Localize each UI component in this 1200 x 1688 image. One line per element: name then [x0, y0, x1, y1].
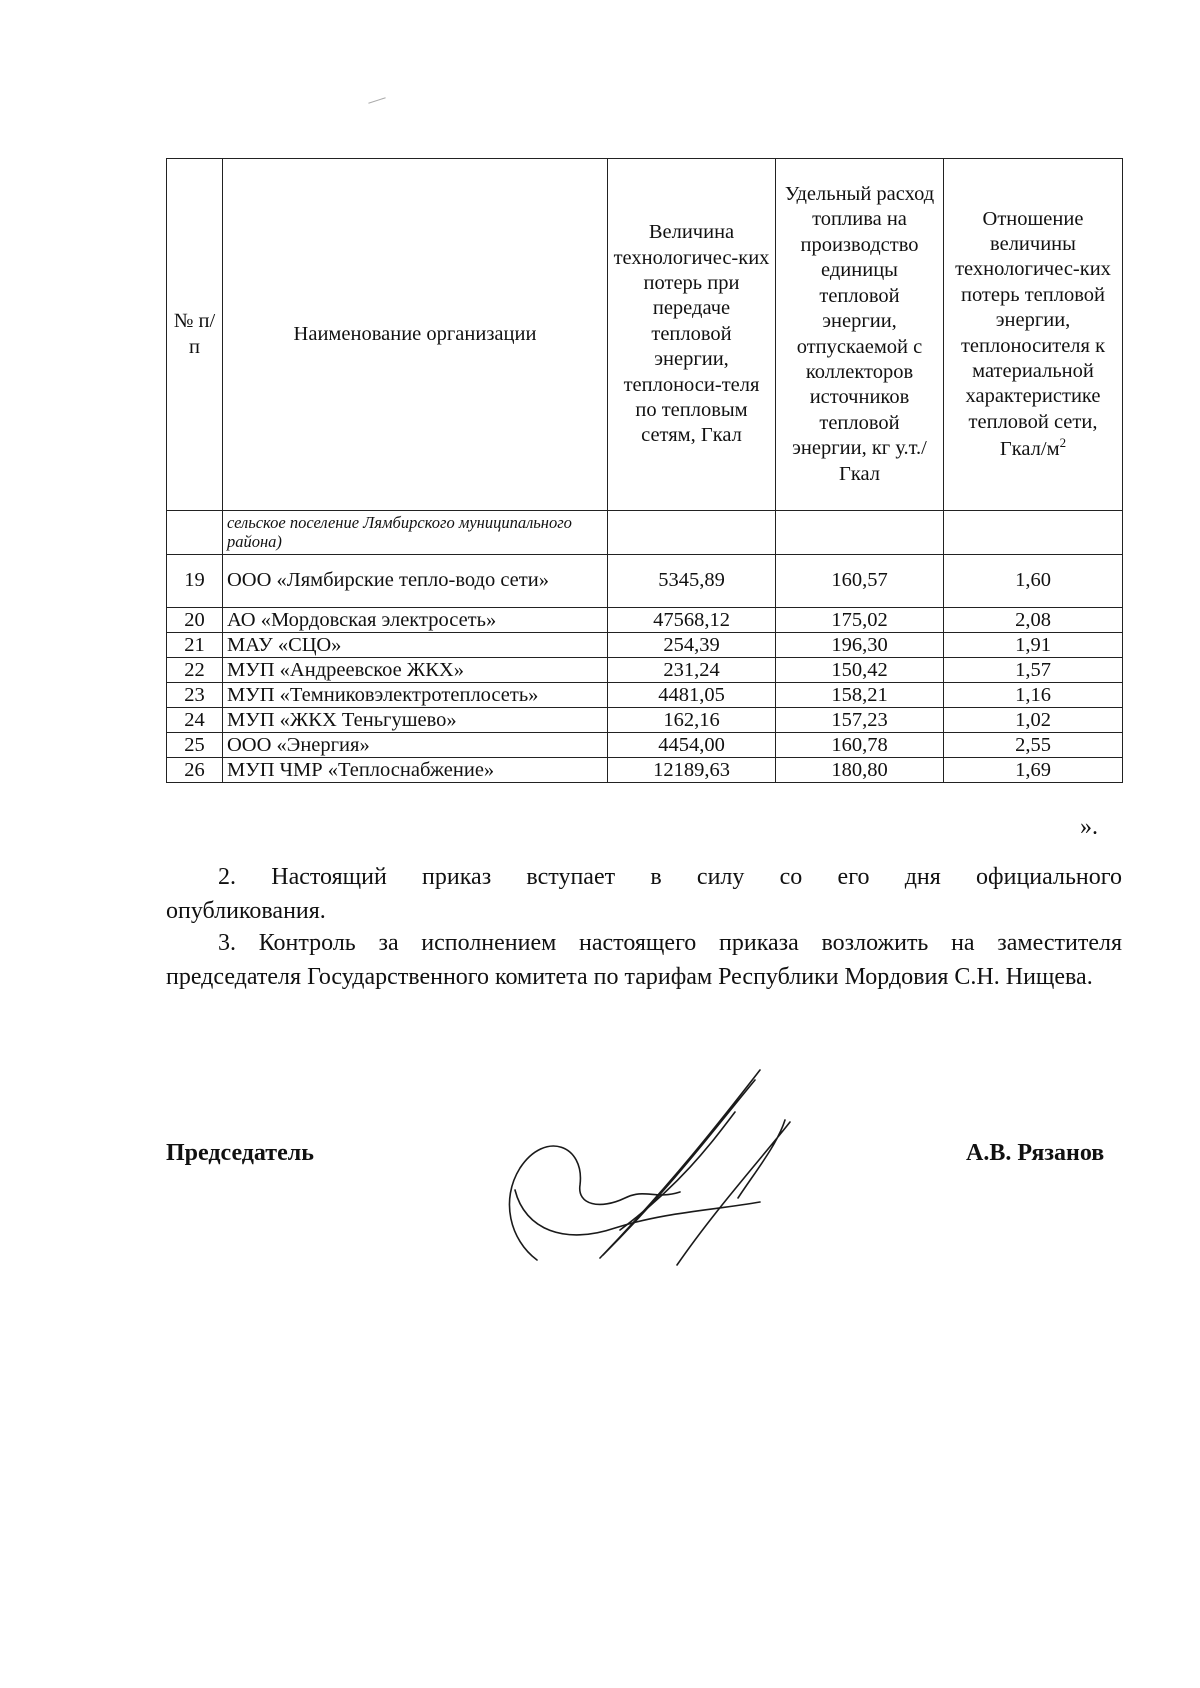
signer-name: А.В. Рязанов: [966, 1140, 1105, 1166]
row-losses: 162,16: [608, 708, 776, 733]
row-losses: 5345,89: [608, 555, 776, 608]
section-note: сельское поселение Лямбирского муниципального района): [227, 513, 572, 551]
row-losses: 231,24: [608, 658, 776, 683]
row-fuel: 160,78: [776, 733, 944, 758]
row-num: 25: [167, 733, 223, 758]
row-ratio: 1,02: [944, 708, 1123, 733]
row-ratio: 1,60: [944, 555, 1123, 608]
table-row: [167, 555, 1123, 608]
header-ratio: [944, 159, 1123, 511]
section-note-cell: [223, 511, 608, 555]
header-num: № п/п: [167, 159, 223, 511]
table-row: [167, 733, 1123, 758]
handwritten-signature: [505, 1060, 795, 1280]
paragraph-3: 3. Контроль за исполнением настоящего приказа возложить на заместителя председателя Государственного комитета по тарифам Республики Мордовия С.Н. Нищева.: [166, 930, 1122, 990]
header-losses: Величина технологичес-ких потерь при передаче тепловой энергии, теплоноси-теля по тепловым сетям, Гкал: [608, 159, 776, 511]
row-ratio: 2,08: [944, 608, 1123, 633]
row-fuel: 180,80: [776, 758, 944, 783]
table-row: [167, 658, 1123, 683]
table-row: [167, 608, 1123, 633]
paragraph-2-line2: опубликования.: [166, 898, 326, 924]
table-row: [167, 708, 1123, 733]
row-num: 26: [167, 758, 223, 783]
row-ratio: 2,55: [944, 733, 1123, 758]
row-fuel: 157,23: [776, 708, 944, 733]
row-name: ООО «Лямбирские тепло-водо сети»: [223, 555, 608, 608]
row-name: ООО «Энергия»: [223, 733, 608, 758]
section-row: [167, 511, 1123, 555]
row-num: 19: [167, 555, 223, 608]
row-losses: 254,39: [608, 633, 776, 658]
header-ratio-sup: 2: [1059, 435, 1067, 451]
header-fuel: Удельный расход топлива на производство единицы тепловой энергии, отпускаемой с коллекторов источников тепловой энергии, кг у.т./Гкал: [776, 159, 944, 511]
row-name: АО «Мордовская электросеть»: [223, 608, 608, 633]
closing-quote: ».: [1080, 814, 1098, 840]
section-num-cell: [167, 511, 223, 555]
row-name: МУП «ЖКХ Теньгушево»: [223, 708, 608, 733]
row-losses: 4481,05: [608, 683, 776, 708]
row-ratio: 1,69: [944, 758, 1123, 783]
row-fuel: 150,42: [776, 658, 944, 683]
row-name: МУП ЧМР «Теплоснабжение»: [223, 758, 608, 783]
row-losses: 12189,63: [608, 758, 776, 783]
table-row: [167, 683, 1123, 708]
header-ratio-text: Отношение величины технологичес-ких потерь тепловой энергии, теплоносителя к материальной характеристике тепловой сети, Гкал/м: [955, 207, 1111, 461]
row-ratio: 1,91: [944, 633, 1123, 658]
table-row: [167, 633, 1123, 658]
stray-mark: [368, 97, 385, 104]
section-empty-cell: [608, 511, 776, 555]
paragraph-2-line1: 2. Настоящий приказ вступает в силу со его дня официального: [218, 864, 1122, 890]
row-num: 22: [167, 658, 223, 683]
row-name: МУП «Андреевское ЖКХ»: [223, 658, 608, 683]
row-ratio: 1,57: [944, 658, 1123, 683]
row-losses: 47568,12: [608, 608, 776, 633]
row-num: 21: [167, 633, 223, 658]
row-num: 20: [167, 608, 223, 633]
row-name: МУП «Темниковэлектротеплосеть»: [223, 683, 608, 708]
table-row: [167, 758, 1123, 783]
row-name: МАУ «СЦО»: [223, 633, 608, 658]
signer-title: Председатель: [166, 1140, 314, 1166]
section-empty-cell: [944, 511, 1123, 555]
row-num: 23: [167, 683, 223, 708]
header-name: Наименование организации: [223, 159, 608, 511]
row-num: 24: [167, 708, 223, 733]
section-empty-cell: [776, 511, 944, 555]
row-ratio: 1,16: [944, 683, 1123, 708]
table-header-row: [167, 159, 1123, 511]
row-fuel: 160,57: [776, 555, 944, 608]
paragraph-2: [166, 860, 1122, 928]
row-fuel: 175,02: [776, 608, 944, 633]
row-fuel: 158,21: [776, 683, 944, 708]
tariff-table: [166, 158, 1123, 783]
row-losses: 4454,00: [608, 733, 776, 758]
row-fuel: 196,30: [776, 633, 944, 658]
